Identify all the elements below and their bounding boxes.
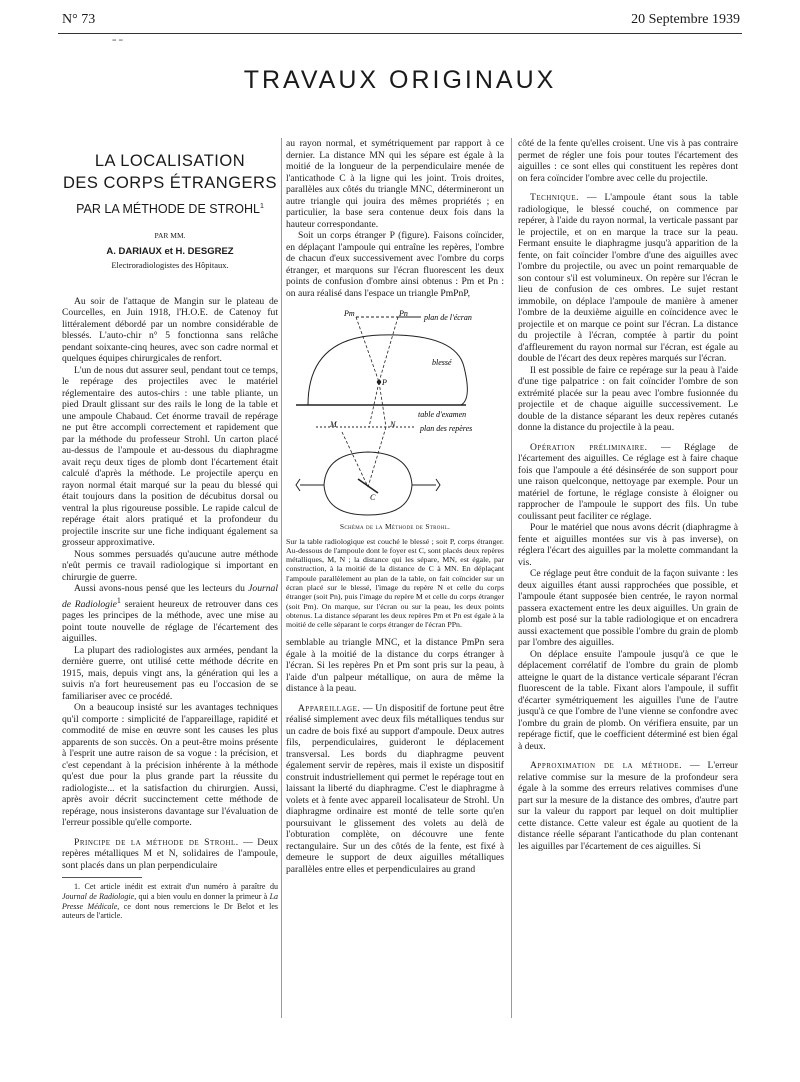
x-ray-tube: [324, 452, 412, 515]
section-title: TRAVAUX ORIGINAUX: [243, 66, 557, 94]
label-plan-reperes: plan des repères: [420, 424, 473, 433]
title-line-1: LA LOCALISATION: [94, 152, 246, 170]
paragraph: On a beaucoup insisté sur les avantages techniques qu'il comporte : simplicité de l'appareillage, rapidité et commodité de mise en œuvre sont les causes les plus apparents de son succès. On a peut-être moins présente à l'esprit une autre raison de sa vogue : la précision, et c'est cependant à la précision inhérente à la méthode qu'est due pour la plus grande part la réussite du radiologiste... et la satisfaction du chirurgien. Aussi, après avoir décrit succinctement cette méthode de repérage, nous insisterons davantage sur l'évaluation de l'erreur possible qu'elle comporte.: [62, 702, 278, 829]
paragraph: Ce réglage peut être conduit de la façon suivante : les deux aiguilles étant aussi rapprochées que possible, et l'ampoule étant supposée bien centrée, le rayon normal passera exactement entre les deux aiguilles. Un grain de plomb est posé sur la table radiologique et on encadrera aussi exactement que possible l'ombre du grain de plomb par l'ombre des aiguilles.: [518, 568, 738, 648]
paragraph: Appareillage. — Un dispositif de fortune peut être réalisé simplement avec deux fils métalliques tendus sur un cadre de bois fixé au support d'ampoule. Deux autres fils, perpendiculaires, guideront le déplacement transversal. Les bords du diaphragme peuvent également servir de repères, mais il existe un dispositif construit industriellement qui permet le repérage tout en laissant la liberté du diaphragme. C'est le diaphragme à volets et à fente avec appareil localisateur de Strohl. Un diaphragme ordinaire est monté de telle sorte qu'en poursuivant le glissement des volets au delà de l'obturation complète, on découvre une fente rectangulaire. Sur un des côtés de la fente, est fixé à demeure le support de deux aiguilles métalliques parallèles entre elles et perpendiculaires au grand: [286, 702, 504, 875]
tube-end-right: [436, 479, 440, 491]
column-1: [62, 138, 278, 921]
tube-end-left: [296, 479, 300, 491]
journal-name: Journal de Radiologie: [62, 583, 278, 610]
title-footnote-mark: 1: [259, 203, 264, 210]
paragraph: Pour le matériel que nous avons décrit (diaphragme à fente et aiguilles montées sur vis à pas inverse), on réglera l'écart des aiguilles par la molette commandant la vis.: [518, 522, 738, 568]
column-divider: [511, 138, 512, 1018]
paragraph: Au soir de l'attaque de Mangin sur le plateau de Courcelles, en Juin 1918, l'H.O.E. de Catenoy fut littéralement débordé par un nombre considérable de blessés. L'auto-chir n° 5 fonctionna sans relâche pendant soixante-cinq heures, avec son cadre normal et quelques équipes chirurgicales de renfort.: [62, 295, 278, 365]
label-table: table d'examen: [418, 410, 467, 419]
footnote: 1. Cet article inédit est extrait d'un numéro à paraître du Journal de Radiologie, qui a bien voulu en donner la primeur à La Presse Médicale, ce dont nous remercions le Dr Belot et les auteurs de l'article.: [62, 882, 279, 921]
ray-n: [368, 427, 386, 487]
header-rule: [58, 33, 742, 34]
foreign-body-marker: [377, 380, 381, 384]
authors: A. DARIAUX et H. DESGREZ: [106, 245, 234, 257]
subheading-approximation: Approximation de la méthode.: [530, 760, 683, 771]
footnote-ref: 1: [116, 595, 121, 605]
subheading-appareillage: Appareillage.: [298, 702, 361, 714]
issue-date: 20 Septembre 1939: [631, 12, 740, 27]
patient-outline: [308, 335, 467, 405]
paragraph: L'un de nous dut assurer seul, pendant tout ce temps, le repérage des projectiles avec le matériel réglementaire des autos-chirs : une table pliante, un pied Drault glissant sur des rails le long de la table et une ampoule Chabaud. Cet énorme travail de repérage ne put être accompli correctement et rapidement que par la méthode du professeur Strohl. Un carton placé au-dessus de l'ampoule et au-dessous du diaphragme avait reçu deux tiges de plomb dont l'écartement était calculé d'après la méthode. Le projectile aperçu en rayon normal était marqué sur la peau du blessé qui était toujours dans la position de décubitus dorsal ou ventral la plus rigoureuse possible. Le rapide calcul de repérage était alors pratiqué et la profondeur du projectile inscrite sur une fiche indiquant également sa grosseur approximative.: [62, 364, 278, 549]
paragraph: semblable au triangle MNC, et la distance PmPn sera égale à la moitié de la distance du corps étranger à l'écran. Si les repères Pn et Pm sont pris sur la peau, à l'aide d'un palpeur métallique, on aura de même la distance à la peau.: [286, 637, 504, 695]
label-m: M: [330, 420, 337, 429]
figure-caption-title: Schéma de la Méthode de Strohl.: [339, 522, 451, 531]
subheading-technique: Technique.: [530, 192, 580, 203]
paragraph: La plupart des radiologistes aux armées, pendant la dernière guerre, ont utilisé cette méthode décrite en 1915, mais, depuis vingt ans, la génération qui les a suivis n'a fort heureusement pas eu l'occasion de se familiariser avec ce procédé.: [62, 644, 278, 702]
paragraph: Soit un corps étranger P (figure). Faisons coïncider, en déplaçant l'ampoule qui entraîne les repères, l'ombre de chacun d'eux successivement avec l'ombre du corps étranger, et marquons sur l'écran fluorescent les deux points de confusion d'ombre ainsi obtenus : Pm et Pn : on aura réalisé dans l'espace un triangle PmPnP,: [286, 230, 504, 299]
label-c: C: [370, 493, 376, 502]
paragraph: Il est possible de faire ce repérage sur la peau à l'aide d'une tige palpatrice : on fait coïncider l'ombre de son extrémité placée sur la peau avec l'ombre fusionnée du projectile et de chaque aiguille successivement. Le double de la distance séparant les deux repères cutanés donne la distance du projectile à la peau.: [518, 364, 738, 433]
footnote-rule: [62, 877, 142, 878]
label-n: N: [390, 420, 396, 429]
affiliation: Electroradiologistes des Hôpitaux.: [111, 260, 229, 271]
column-3: [518, 138, 738, 852]
paragraph: On déplace ensuite l'ampoule jusqu'à ce que le déplacement corrélatif de l'ombre du grain de plomb atteigne le quart de la distance verticale séparant l'écran fluorescent de la table. Fixant alors l'ampoule, il suffit d'écarter symétriquement les aiguilles l'une de l'autre jusqu'à ce que l'ombre de l'une vienne se confondre avec l'ombre du grain de plomb. On vérifiera ensuite, par un repérage fictif, que le coefficient déterminé est bien égal à deux.: [518, 648, 738, 752]
paragraph: au rayon normal, et symétriquement par rapport à ce dernier. La distance MN qui les sépare est égale à la moitié de la longueur de la perpendiculaire menée de l'anticathode C à la ligne qui les joint. Trois droites, parallèles aux côtés du triangle MNC, détermineront un autre triangle qui jouira des mêmes propriétés ; en particulier, la base sera contenue deux fois dans la hauteur correspondante.: [286, 138, 504, 230]
paragraph: côté de la fente qu'elles croisent. Une vis à pas contraire permet de régler une fois pour toutes l'écartement des aiguilles : ce sont elles qui constituent les repères dont on fera coïncider l'ombre avec celle du projectile.: [518, 138, 738, 184]
paragraph: Aussi avons-nous pensé que les lecteurs du Journal de Radiologie$^1$ seraient heureux de retrouver dans ces pages les principes de la méthode, avec une mise au point toute nouvelle de réglage de l'écartement des aiguilles.: [62, 583, 278, 645]
title-line-3: PAR LA MÉTHODE DE STROHL$^1$: [76, 202, 264, 217]
title-line-2: DES CORPS ÉTRANGERS: [63, 174, 277, 192]
paragraph: Nous sommes persuadés qu'aucune autre méthode n'eût permis ce travail radiologique si important en chirurgie de guerre.: [62, 548, 278, 583]
ray-pn: [379, 317, 398, 382]
paragraph: Principe de la méthode de Strohl. — Deux repères métalliques M et N, solidaires de l'ampoule, sont placés dans un plan perpendiculaire: [62, 836, 279, 871]
label-p: P: [382, 378, 387, 387]
label-pm: Pm: [344, 309, 355, 318]
subheading-operation: Opération préliminaire.: [530, 441, 648, 453]
par-label: PAR MM.: [154, 231, 186, 241]
ray-pm: [356, 317, 379, 382]
column-divider: [281, 138, 282, 1018]
label-blesse: blessé: [432, 358, 452, 367]
article-title: [62, 150, 278, 220]
subheading-principe: Principe de la méthode de Strohl.: [74, 836, 239, 848]
column-2: [286, 138, 504, 875]
ray-m: [342, 432, 368, 487]
label-pn: Pn: [399, 309, 408, 318]
figure-caption: Sur la table radiologique est couché le blessé ; soit P, corps étranger. Au-dessous de l'ampoule dont le foyer est C, sont placés deux repères métalliques, M, N ; la distance qui les sépare, MN, est égale, par construction, à la moitié de la distance de C à MN. En déplaçant l'ampoule parallèlement au plan de la table, on fait coïncider sur un écran placé sur le blessé, l'image du repère N et celle du corps étranger (soit Pn), puis l'image du repère M et celle du corps étranger (soit Pm). On marque, sur l'écran ou sur la peau, les deux points obtenus. La distance séparant les deux repères Pm et Pn est égale à la moitié de celle séparant le corps étranger de l'écran PPn.: [286, 536, 504, 630]
anticathode: [358, 479, 378, 493]
label-plan-ecran: plan de l'écran: [424, 313, 472, 322]
paragraph: Technique. — L'ampoule étant sous la table radiologique, le blessé couché, on commence par repérer, à l'aide du rayon normal, la verticale passant par le projectile, et on en marque la trace sur la peau. Fermant ensuite le diaphragme jusqu'à apparition de la fente, on fait coïncider l'ombre d'une des aiguilles avec l'ombre du projectile, ou avec un point remarquable de son contour s'il est volumineux. On repère sur l'écran le lieu de confusion de ces ombres. Le sujet restant immobile, on déplace l'ampoule de manière à amener l'ombre de la deuxième aiguille en coïncidence avec le projectile et on marque ce point sur l'écran. La distance du projectile à l'écran, comptée à partir du point d'affleurement du rayon normal sur l'écran, est égale au double de l'écart des deux repères marqués sur l'écran.: [518, 192, 738, 364]
paragraph: Opération préliminaire. — Réglage de l'écartement des aiguilles. Ce réglage est à faire chaque fois que l'ampoule a été désinsérée de son support pour une raison quelconque, nettoyage par exemple. Pour un matériel de fortune, le réglage consiste à éloigner ou rapprocher de l'ampoule le support des fils. Un tube coulissant peut faciliter ce réglage.: [518, 441, 738, 522]
paragraph: Approximation de la méthode. — L'erreur relative commise sur la mesure de la profondeur sera égale à la somme des erreurs relatives commises d'une part sur la mesure de la distance des ombres, d'autre part sur la valeur du rapport par lequel on doit multiplier cette distance. Cette valeur est égale au quotient de la distance réelle séparant l'anticathode du plan contenant les aiguilles par l'écartement de ces aiguilles. Si: [518, 760, 738, 852]
diagram-svg: [286, 307, 504, 517]
issue-number: N° 73: [62, 12, 96, 27]
strohl-diagram: [286, 307, 504, 517]
header-mark: = =: [112, 36, 124, 45]
